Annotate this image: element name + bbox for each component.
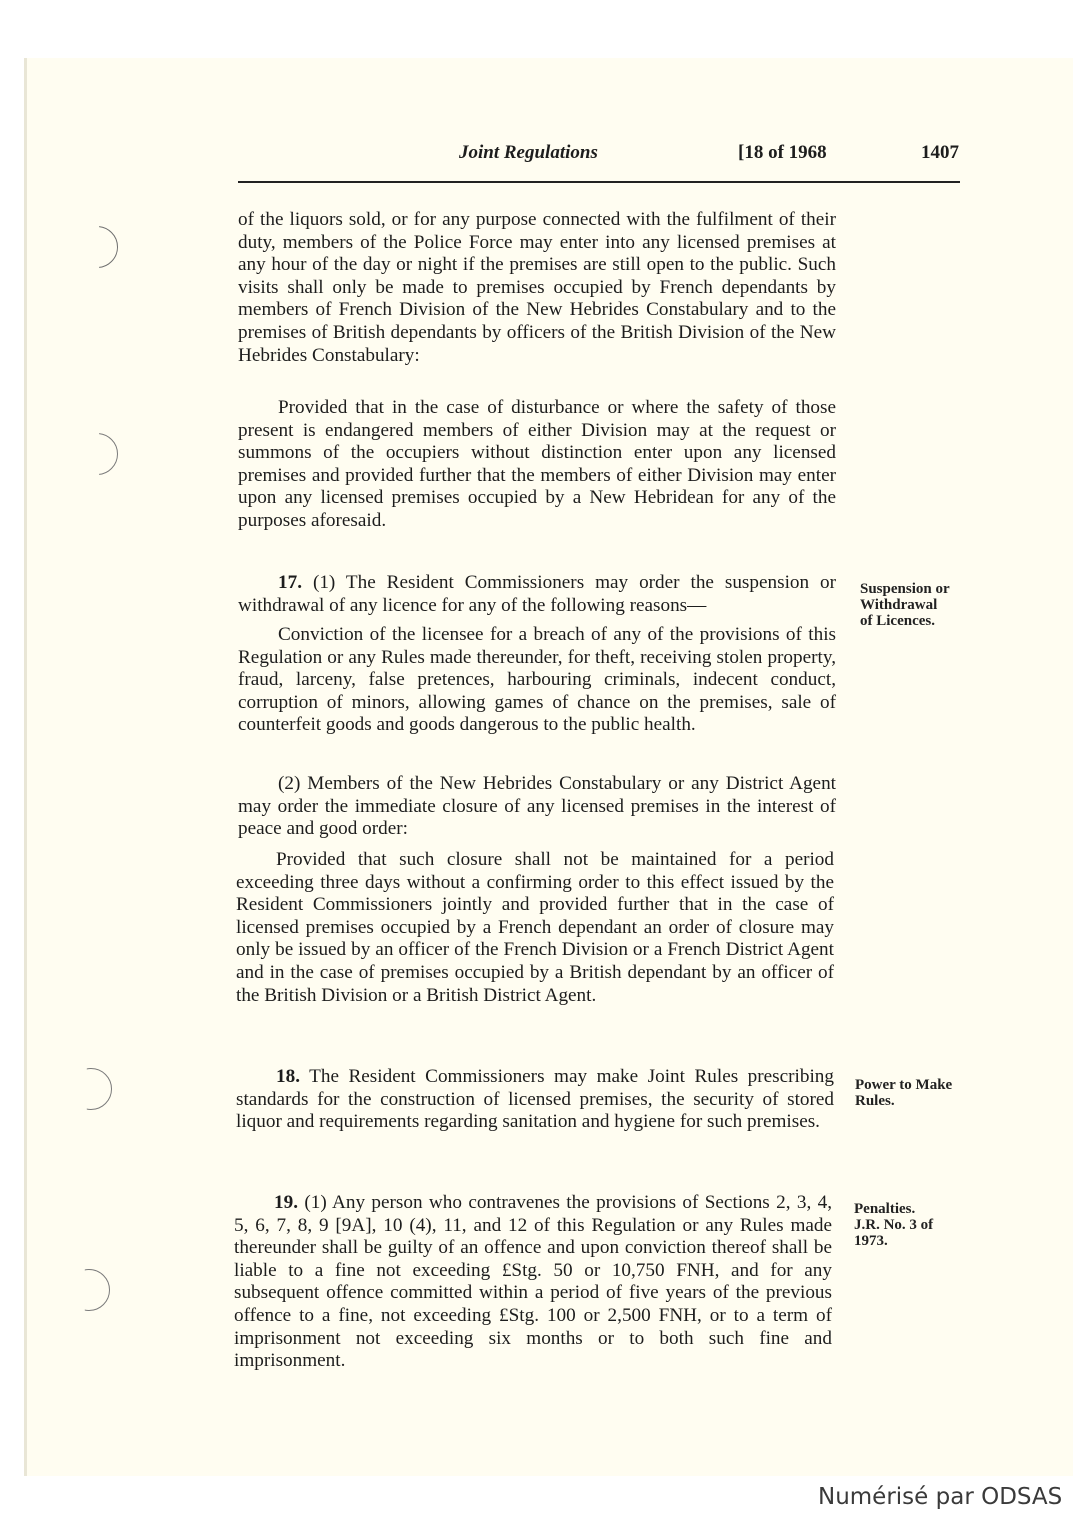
marginal-note-19: Penalties. J.R. No. 3 of 1973. (854, 1201, 934, 1249)
page-number: 1407 (921, 142, 959, 163)
section-17-proviso: Provided that such closure shall not be maintained for a period exceeding three days without a confirming order to this effect issued by the Resident Commissioners jointly and provided further that in the case of licensed premises occupied by a French dependant an order of closure may only be issued by an officer of the French Division or a French District Agent and in the case of premises occupied by a British dependant by an officer of the British Division or a British District Agent. (236, 849, 834, 1006)
running-head-reference: [18 of 1968 (738, 142, 827, 163)
section-19 (234, 1192, 832, 1373)
section-17-subsection-1 (238, 572, 836, 617)
marginal-note-18: Power to Make Rules. (855, 1077, 953, 1109)
section-19-text: (1) Any person who contravenes the provisions of Sections 2, 3, 4, 5, 6, 7, 8, 9 [9A], 10 (4), 11, and 12 of this Regulation or any Rules made thereunder shall be guilty of an offence and upon conviction thereof shall be liable to a fine not exceeding £Stg. 50 or 10,750 FNH, and for any subsequent offence committed within a period of five years of the previous offence to a fine, not exceeding £Stg. 100 or 2,500 FNH, or to a term of imprisonment not exceeding six months or to both such fine and imprisonment. (234, 1192, 832, 1372)
scan-credit: Numérisé par ODSAS (818, 1484, 1063, 1510)
paragraph-proviso: Provided that in the case of disturbance or where the safety of those present is endangered members of either Division may at the request or summons of the occupiers without distinction enter upon any licensed premises and provided further that the members of either Division may enter upon any licensed premises occupied by a New Hebridean for any of the purposes aforesaid. (238, 397, 836, 531)
section-18-text: The Resident Commissioners may make Joint Rules prescribing standards for the construction of licensed premises, the security of stored liquor and requirements regarding sanitation and hygiene for such premises. (236, 1066, 834, 1133)
section-17-subsection-2: (2) Members of the New Hebrides Constabulary or any District Agent may order the immediate closure of any licensed premises in the interest of peace and good order: (238, 773, 836, 840)
section-17-number: 17. (278, 572, 302, 593)
page-edge (24, 58, 27, 1476)
paragraph-continuation: of the liquors sold, or for any purpose connected with the fulfilment of their duty, members of the Police Force may enter into any licensed premises at any hour of the day or night if the premises are still open to the public. Such visits shall only be made to premises occupied by French dependants by members of French Division of the New Hebrides Constabulary and to the premises of British dependants by officers of the British Division of the New Hebrides Constabulary: (238, 209, 836, 366)
section-19-number: 19. (274, 1192, 298, 1213)
header-rule (238, 181, 960, 183)
section-17-reasons: Conviction of the licensee for a breach of any of the provisions of this Regulation or any Rules made thereunder, for theft, receiving stolen property, fraud, larceny, false pretences, harbouring criminals, indecent conduct, corruption of minors, allowing games of chance on the premises, sale of counterfeit goods and goods dangerous to the public health. (238, 624, 836, 736)
running-head-title: Joint Regulations (459, 142, 598, 163)
section-18-number: 18. (276, 1066, 300, 1087)
marginal-note-17: Suspension or Withdrawal of Licences. (860, 581, 950, 629)
section-17-1-text: (1) The Resident Commissioners may order the suspension or withdrawal of any licence for any of the following reasons— (238, 572, 837, 616)
section-18 (236, 1066, 834, 1134)
